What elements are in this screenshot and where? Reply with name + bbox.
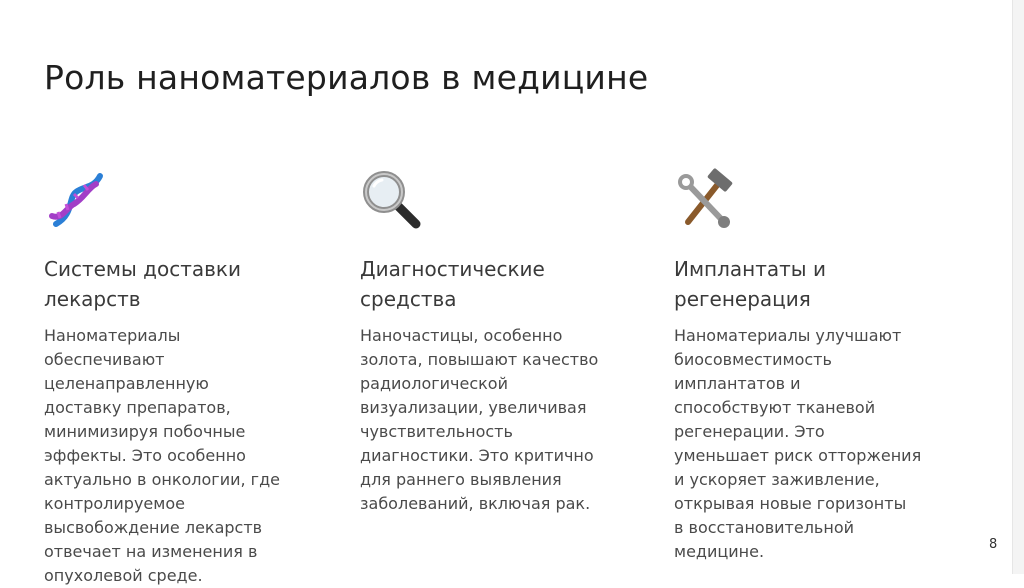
body-line: целенаправленную	[44, 374, 209, 393]
heading-line: регенерация	[674, 287, 811, 311]
body-line: опухолевой среде.	[44, 566, 203, 585]
body-line: биосовместимость	[674, 350, 832, 369]
body-line: открывая новые горизонты	[674, 494, 907, 513]
body-line: для раннего выявления	[360, 470, 562, 489]
heading-line: лекарств	[44, 287, 141, 311]
body-line: минимизируя побочные	[44, 422, 246, 441]
body-line: актуально в онкологии, где	[44, 470, 280, 489]
column-body	[360, 324, 650, 516]
body-line: радиологической	[360, 374, 508, 393]
body-line: доставку препаратов,	[44, 398, 231, 417]
column-body	[44, 324, 334, 588]
body-line: и ускоряет заживление,	[674, 470, 880, 489]
heading-line: средства	[360, 287, 457, 311]
body-line: высвобождение лекарств	[44, 518, 263, 537]
body-line: Наноматериалы	[44, 326, 181, 345]
slide-title: Роль наноматериалов в медицине	[44, 58, 649, 97]
heading-line: Имплантаты и	[674, 257, 826, 281]
body-line: имплантатов и	[674, 374, 801, 393]
body-line: контролируемое	[44, 494, 185, 513]
body-line: отвечает на изменения в	[44, 542, 258, 561]
body-line: эффекты. Это особенно	[44, 446, 246, 465]
column-heading	[360, 254, 650, 314]
column-heading	[44, 254, 334, 314]
body-line: Наночастицы, особенно	[360, 326, 563, 345]
page-number: 8	[989, 537, 998, 552]
body-line: Наноматериалы улучшают	[674, 326, 902, 345]
column-body	[674, 324, 964, 564]
body-line: медицине.	[674, 542, 765, 561]
magnifying-glass-icon	[360, 168, 424, 232]
column-heading	[674, 254, 964, 314]
body-line: в восстановительной	[674, 518, 854, 537]
body-line: регенерации. Это	[674, 422, 825, 441]
hammer-wrench-icon	[674, 168, 738, 232]
body-line: уменьшает риск отторжения	[674, 446, 922, 465]
body-line: золота, повышают качество	[360, 350, 599, 369]
heading-line: Диагностические	[360, 257, 545, 281]
dna-icon	[44, 168, 108, 232]
body-line: способствуют тканевой	[674, 398, 876, 417]
body-line: заболеваний, включая рак.	[360, 494, 591, 513]
body-line: визуализации, увеличивая	[360, 398, 587, 417]
body-line: обеспечивают	[44, 350, 165, 369]
heading-line: Системы доставки	[44, 257, 241, 281]
body-line: чувствительность	[360, 422, 513, 441]
body-line: диагностики. Это критично	[360, 446, 594, 465]
viewer-edge	[1013, 0, 1024, 574]
